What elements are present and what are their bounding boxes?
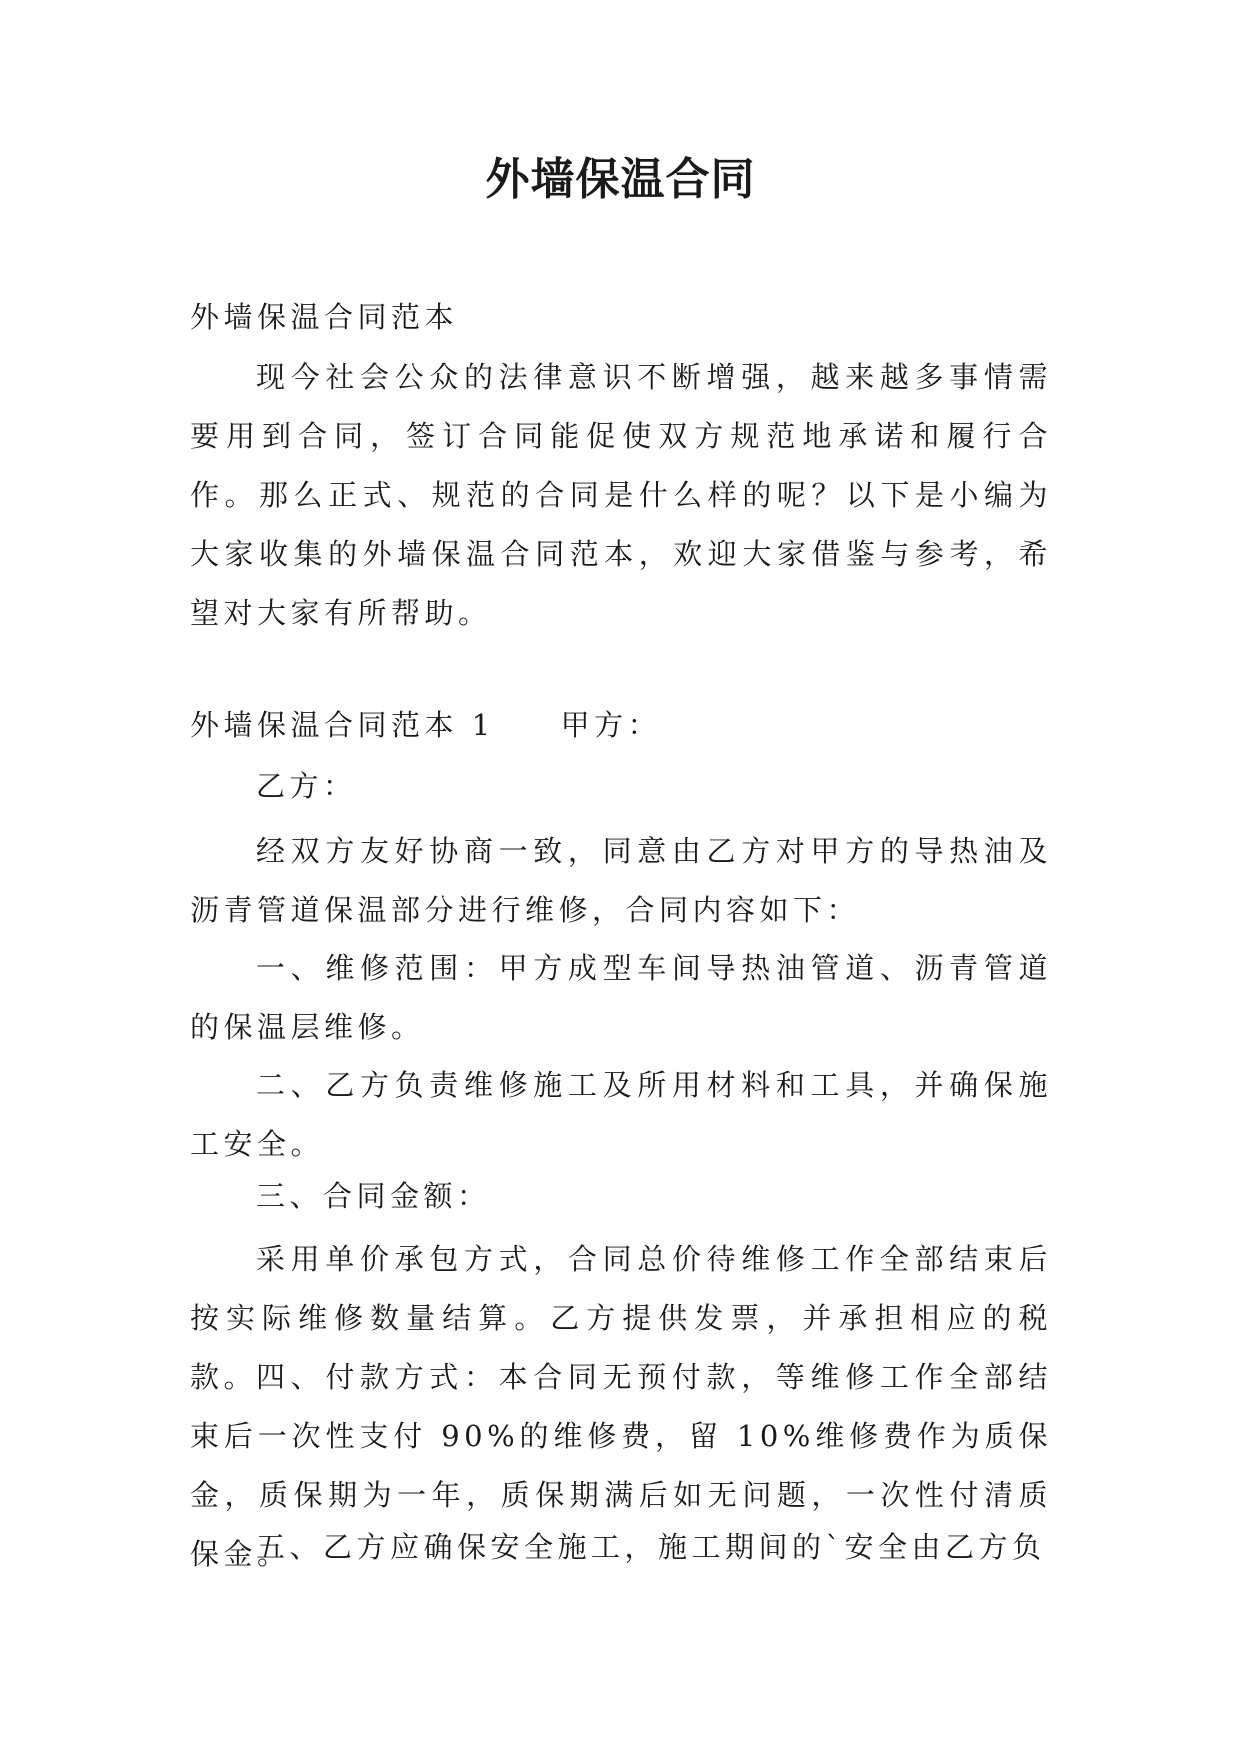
party-b-label: 乙方： — [256, 769, 357, 803]
clause-payment: 四、付款方式：本合同无预付款，等维修工作全部结束后一次性支付 90%的维修费，留 10%维修费作为质保金，质保期为一年，质保期满后如无问题，一次性付清质保金。 — [190, 1360, 1052, 1571]
agreement-paragraph: 经双方友好协商一致，同意由乙方对甲方的导热油及沥青管道保温部分进行维修，合同内容如下： — [190, 834, 1052, 927]
section-heading — [190, 703, 1052, 748]
clause-amount-heading: 三、合同金额： — [256, 1179, 491, 1213]
clause-amount-detail: 采用单价承包方式，合同总价待维修工作全部结束后按实际维修数量结算。乙方提供发票，并承担相应的税款。 — [190, 1242, 1052, 1394]
section-heading-label: 外墙保温合同范本 1 — [190, 708, 495, 742]
document-title: 外墙保温合同 — [485, 154, 756, 205]
intro-paragraph: 现今社会公众的法律意识不断增强，越来越多事情需要用到合同，签订合同能促使双方规范地承诺和履行合作。那么正式、规范的合同是什么样的呢？以下是小编为大家收集的外墙保温合同范本，欢迎大家借鉴与参考，希望对大家有所帮助。 — [190, 360, 1052, 630]
clause-responsibility: 二、乙方负责维修施工及所用材料和工具，并确保施工安全。 — [190, 1068, 1052, 1161]
document-subtitle: 外墙保温合同范本 — [190, 300, 459, 334]
party-a-label: 甲方： — [560, 708, 662, 742]
clause-scope: 一、维修范围：甲方成型车间导热油管道、沥青管道的保温层维修。 — [190, 951, 1052, 1044]
clause-safety: 五、乙方应确保安全施工，施工期间的`安全由乙方负 — [256, 1530, 1046, 1564]
